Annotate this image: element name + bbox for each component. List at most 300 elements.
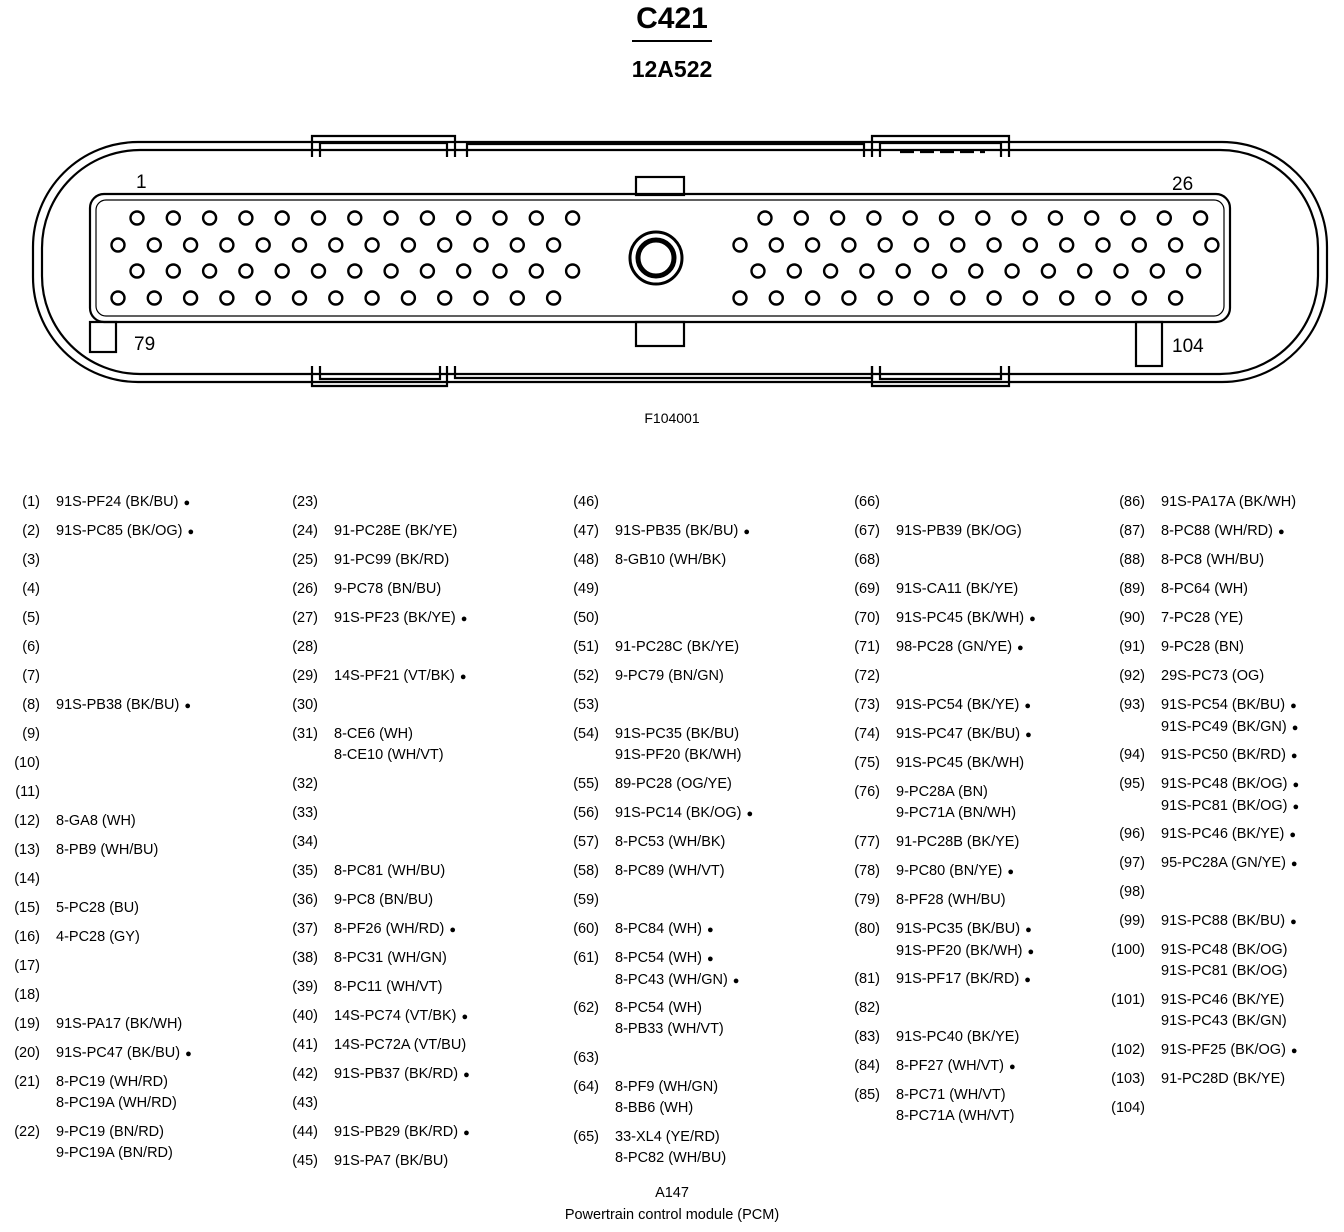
circuit-line xyxy=(896,941,1034,963)
pin-number: (97) xyxy=(1119,855,1145,871)
circuit-line xyxy=(56,1093,177,1114)
circuit-id: 91S-PC50 (BK/RD) xyxy=(1161,747,1286,763)
pin-row xyxy=(0,546,194,575)
pin-cavity xyxy=(1097,292,1110,305)
circuit-line xyxy=(896,890,1006,911)
pin-number: (38) xyxy=(292,950,318,966)
pin-number: (102) xyxy=(1111,1042,1145,1058)
pin-number: (16) xyxy=(14,929,40,945)
pin-cavity xyxy=(1122,212,1135,225)
circuit-id: 91S-PA7 (BK/BU) xyxy=(334,1153,449,1169)
circuit-line xyxy=(334,745,444,766)
pin-cavity xyxy=(184,239,197,252)
pin-row xyxy=(278,1060,470,1089)
circuit-line xyxy=(1161,1011,1287,1032)
pin-row xyxy=(1105,936,1299,986)
pin-cavity xyxy=(530,265,543,278)
pin-signals xyxy=(896,575,1018,600)
pin-signals xyxy=(56,1118,173,1164)
circuit-line xyxy=(896,782,1016,803)
pin-cavity xyxy=(1024,292,1037,305)
circuit-line xyxy=(615,550,726,571)
circuit-line xyxy=(896,969,1031,991)
pin-signals xyxy=(1161,575,1248,600)
pin-number: (99) xyxy=(1119,913,1145,929)
circuit-id: 8-PC88 (WH/RD) xyxy=(1161,523,1273,539)
circuit-id: 8-CE10 (WH/VT) xyxy=(334,747,444,763)
circuit-line xyxy=(1161,940,1288,961)
circuit-id: 8-PF27 (WH/VT) xyxy=(896,1058,1004,1074)
circuit-id: 14S-PC74 (VT/BK) xyxy=(334,1008,457,1024)
top-latch-right xyxy=(872,136,1009,157)
pin-number: (17) xyxy=(14,958,40,974)
pin-cavity xyxy=(257,292,270,305)
pin-row xyxy=(1105,633,1299,662)
pin-row xyxy=(278,1031,470,1060)
pin-cavity xyxy=(770,292,783,305)
circuit-line xyxy=(334,550,449,571)
circuit-line xyxy=(56,927,140,948)
circuit-id: 14S-PF21 (VT/BK) xyxy=(334,668,455,684)
circuit-id: 91-PC99 (BK/RD) xyxy=(334,552,450,568)
pin-number: (73) xyxy=(854,697,880,713)
circuit-id: 91S-CA11 (BK/YE) xyxy=(896,581,1019,597)
circuit-line xyxy=(1161,492,1296,513)
circuit-id: 91S-PB35 (BK/BU) xyxy=(615,523,739,539)
pin-row xyxy=(1105,1094,1299,1123)
pin-number: (101) xyxy=(1111,992,1145,1008)
pin-cavity xyxy=(276,212,289,225)
pin-number: (103) xyxy=(1111,1071,1145,1087)
pin-row xyxy=(0,1039,194,1068)
circuit-line xyxy=(56,1072,177,1093)
pin-signals xyxy=(1161,770,1299,818)
pin-number: (14) xyxy=(14,871,40,887)
circuit-line xyxy=(896,753,1024,774)
pin-number: (49) xyxy=(573,581,599,597)
circuit-id: 91S-PF23 (BK/YE) xyxy=(334,610,456,626)
circuit-id: 91-PC28C (BK/YE) xyxy=(615,639,740,655)
pin-cavity xyxy=(511,292,524,305)
circuit-line xyxy=(896,724,1032,746)
pin-number: (83) xyxy=(854,1029,880,1045)
pin-signals xyxy=(334,575,441,600)
pin-number: (68) xyxy=(854,552,880,568)
pin-number: (58) xyxy=(573,863,599,879)
shielded-dot-icon: ● xyxy=(460,613,468,625)
circuit-line xyxy=(1161,853,1298,875)
shielded-dot-icon: ● xyxy=(463,1069,470,1081)
pin-signals xyxy=(615,915,714,941)
shielded-dot-icon: ● xyxy=(1017,642,1024,654)
circuit-id: 8-PC64 (WH) xyxy=(1161,581,1249,597)
pin-signals xyxy=(615,828,725,853)
pin-number: (54) xyxy=(573,726,599,742)
pin-number: (6) xyxy=(22,639,40,655)
circuit-line xyxy=(334,977,443,998)
pin-number: (40) xyxy=(292,1008,318,1024)
pin-cavity xyxy=(842,292,855,305)
circuit-id: 8-GB10 (WH/BK) xyxy=(615,552,727,568)
pin-cavity xyxy=(112,292,125,305)
bottom-latch-center xyxy=(455,366,872,378)
pin-row xyxy=(278,1089,470,1118)
shielded-dot-icon: ● xyxy=(184,700,191,712)
pin-number: (8) xyxy=(22,697,40,713)
circuit-id: 14S-PC72A (VT/BU) xyxy=(334,1037,467,1053)
pin-cavity xyxy=(494,212,507,225)
shielded-dot-icon: ● xyxy=(743,526,750,538)
pin-cavity xyxy=(806,292,819,305)
circuit-line xyxy=(615,774,732,795)
circuit-id: 8-PF26 (WH/RD) xyxy=(334,921,445,937)
pin-cavity xyxy=(1097,239,1110,252)
circuit-line xyxy=(896,1056,1016,1078)
pin-number: (80) xyxy=(854,921,880,937)
circuit-line xyxy=(1161,961,1288,982)
circuit-line xyxy=(615,521,750,543)
pin-signals xyxy=(615,517,750,543)
circuit-line xyxy=(56,695,191,717)
pin-number: (71) xyxy=(854,639,880,655)
circuit-id: 91S-PC14 (BK/OG) xyxy=(615,805,742,821)
pin-signals xyxy=(1161,546,1264,571)
shielded-dot-icon: ● xyxy=(1290,1045,1298,1057)
circuit-line xyxy=(896,521,1022,542)
pin-signals xyxy=(896,828,1019,853)
pin-row xyxy=(278,944,470,973)
circuit-id: 9-PC28 (BN) xyxy=(1161,639,1244,655)
pin-signals xyxy=(896,749,1024,774)
circuit-id: 91S-PF17 (BK/RD) xyxy=(896,971,1020,987)
circuit-line xyxy=(615,745,742,766)
pin-number: (51) xyxy=(573,639,599,655)
pin-number: (104) xyxy=(1111,1100,1145,1116)
pin-signals xyxy=(334,1118,470,1144)
pin-number: (31) xyxy=(292,726,318,742)
pin-number: (72) xyxy=(854,668,880,684)
pin-row xyxy=(0,691,194,720)
circuit-id: 95-PC28A (GN/YE) xyxy=(1161,855,1286,871)
pin-row xyxy=(559,1123,753,1173)
shielded-dot-icon: ● xyxy=(1292,779,1300,791)
pin-number: (21) xyxy=(14,1074,40,1090)
pin-cavity xyxy=(167,212,180,225)
circuit-line xyxy=(1161,1069,1285,1090)
pin-cavity xyxy=(1006,265,1019,278)
pin-row xyxy=(278,517,470,546)
pin-cavity xyxy=(566,265,579,278)
circuit-id: 9-PC8 (BN/BU) xyxy=(334,892,434,908)
circuit-line xyxy=(56,1014,182,1035)
pin-cavity xyxy=(494,265,507,278)
pin-row xyxy=(840,886,1036,915)
pin-signals xyxy=(896,965,1031,991)
shielded-dot-icon: ● xyxy=(1029,613,1036,625)
pin-cavity xyxy=(1024,239,1037,252)
pin-row xyxy=(0,488,194,517)
pin-row xyxy=(559,799,753,828)
circuit-line xyxy=(334,919,456,941)
pin-signals xyxy=(56,1039,192,1065)
pin-number: (87) xyxy=(1119,523,1145,539)
circuit-id: 8-PC54 (WH) xyxy=(615,950,703,966)
pin-row xyxy=(559,1073,753,1123)
pin-cavity xyxy=(824,265,837,278)
circuit-id: 33-XL4 (YE/RD) xyxy=(615,1129,720,1145)
shielded-dot-icon: ● xyxy=(732,975,740,987)
pin-signals xyxy=(615,1073,718,1119)
pin-cavity xyxy=(933,265,946,278)
pin-number: (64) xyxy=(573,1079,599,1095)
pin-cavity xyxy=(976,212,989,225)
pin-signals xyxy=(896,633,1024,659)
pin-number: (46) xyxy=(573,494,599,510)
pin-cavity xyxy=(831,212,844,225)
circuit-line xyxy=(896,1106,1014,1127)
pin-cavity xyxy=(1078,265,1091,278)
circuit-line xyxy=(334,1122,470,1144)
pin-cavity xyxy=(402,292,415,305)
pin-row xyxy=(0,894,194,923)
circuit-id: 91S-PC81 (BK/OG) xyxy=(1161,963,1288,979)
shielded-dot-icon: ● xyxy=(463,1127,470,1139)
pin-cavity xyxy=(475,292,488,305)
pin-cavity xyxy=(879,239,892,252)
circuit-id: 9-PC71A (BN/WH) xyxy=(896,805,1017,821)
circuit-line xyxy=(56,840,158,861)
pin-signals xyxy=(56,488,190,514)
circuit-id: 7-PC28 (YE) xyxy=(1161,610,1244,626)
circuit-id: 91S-PF24 (BK/BU) xyxy=(56,494,179,510)
pin-row xyxy=(1105,662,1299,691)
pin-row xyxy=(840,1052,1036,1081)
pin-number: (98) xyxy=(1119,884,1145,900)
pin-row xyxy=(1105,770,1299,820)
shielded-dot-icon: ● xyxy=(1291,722,1299,734)
pin-cavity xyxy=(329,239,342,252)
pin-row xyxy=(0,633,194,662)
circuit-id: 8-PC8 (WH/BU) xyxy=(1161,552,1265,568)
pin-signals xyxy=(1161,820,1296,846)
pin-cavity xyxy=(112,239,125,252)
pin-row xyxy=(278,546,470,575)
circuit-id: 91S-PC45 (BK/WH) xyxy=(896,755,1025,771)
pin-cavity xyxy=(1194,212,1207,225)
top-key xyxy=(636,177,684,195)
pin-number: (10) xyxy=(14,755,40,771)
circuit-line xyxy=(56,1143,173,1164)
pin-row xyxy=(0,720,194,749)
pin-signals xyxy=(334,720,444,766)
circuit-id: 8-PC53 (WH/BK) xyxy=(615,834,726,850)
pin-signals xyxy=(896,1052,1016,1078)
pin-row xyxy=(559,633,753,662)
shielded-dot-icon: ● xyxy=(1277,526,1285,538)
left-corner-key xyxy=(90,322,116,352)
pin-row xyxy=(278,662,470,691)
pin-cavity xyxy=(366,239,379,252)
pin-signals xyxy=(334,973,443,998)
circuit-id: 5-PC28 (BU) xyxy=(56,900,139,916)
pin-signals xyxy=(334,1060,470,1086)
pin-cavity xyxy=(1060,292,1073,305)
pin-row xyxy=(1105,575,1299,604)
circuit-line xyxy=(896,695,1031,717)
pin-number: (91) xyxy=(1119,639,1145,655)
circuit-id: 91S-PB38 (BK/BU) xyxy=(56,697,180,713)
pin-cavity xyxy=(752,265,765,278)
pin-number: (44) xyxy=(292,1124,318,1140)
pin-cavity xyxy=(867,212,880,225)
pin-row xyxy=(0,749,194,778)
circuit-line xyxy=(334,608,467,630)
circuit-line xyxy=(896,579,1018,600)
pin-cavity xyxy=(759,212,772,225)
pin-cavity xyxy=(788,265,801,278)
pin-signals xyxy=(615,770,732,795)
shielded-dot-icon: ● xyxy=(187,526,195,538)
circuit-line xyxy=(615,861,725,882)
circuit-line xyxy=(56,492,190,514)
pin-cavity xyxy=(951,239,964,252)
pin-row xyxy=(1105,517,1299,546)
pin-cavity xyxy=(915,292,928,305)
pin-number: (45) xyxy=(292,1153,318,1169)
shielded-dot-icon: ● xyxy=(1024,974,1031,986)
circuit-id: 89-PC28 (OG/YE) xyxy=(615,776,732,792)
pin-number: (29) xyxy=(292,668,318,684)
pin-number: (84) xyxy=(854,1058,880,1074)
circuit-id: 8-PF28 (WH/BU) xyxy=(896,892,1006,908)
pin-label-79: 79 xyxy=(134,334,156,355)
pin-row xyxy=(559,604,753,633)
pin-row xyxy=(559,828,753,857)
pin-cavity xyxy=(1169,239,1182,252)
pin-number: (15) xyxy=(14,900,40,916)
circuit-id: 8-PC89 (WH/VT) xyxy=(615,863,725,879)
circuit-line xyxy=(615,970,739,992)
circuit-line xyxy=(615,948,739,970)
pin-number: (77) xyxy=(854,834,880,850)
pin-number: (25) xyxy=(292,552,318,568)
pin-row xyxy=(0,778,194,807)
pin-cavity xyxy=(167,265,180,278)
circuit-line xyxy=(615,1077,718,1098)
circuit-line xyxy=(615,637,739,658)
circuit-id: 8-PC54 (WH) xyxy=(615,1000,703,1016)
pin-signals xyxy=(56,517,194,543)
top-latch-left xyxy=(312,136,455,157)
circuit-id: 91S-PC40 (BK/YE) xyxy=(896,1029,1020,1045)
pin-signals xyxy=(1161,1065,1285,1090)
pin-row xyxy=(1105,878,1299,907)
circuit-line xyxy=(1161,579,1248,600)
pin-signals xyxy=(615,994,724,1040)
pin-number: (88) xyxy=(1119,552,1145,568)
circuit-id: 91-PC28B (BK/YE) xyxy=(896,834,1020,850)
pin-signals xyxy=(1161,1036,1298,1062)
pin-cavity xyxy=(940,212,953,225)
pin-row xyxy=(1105,546,1299,575)
circuit-line xyxy=(56,1043,192,1065)
pin-cavity xyxy=(988,292,1001,305)
circuit-line xyxy=(1161,911,1297,933)
pin-signals xyxy=(334,886,433,911)
pin-signals xyxy=(615,944,739,992)
pin-number: (30) xyxy=(292,697,318,713)
pin-row xyxy=(559,662,753,691)
circuit-id: 98-PC28 (GN/YE) xyxy=(896,639,1013,655)
circuit-line xyxy=(896,832,1019,853)
pin-number: (20) xyxy=(14,1045,40,1061)
pin-signals xyxy=(615,720,742,766)
pin-signals xyxy=(56,923,140,948)
pin-number: (60) xyxy=(573,921,599,937)
circuit-line xyxy=(1161,774,1299,796)
pin-row xyxy=(0,923,194,952)
pin-number: (56) xyxy=(573,805,599,821)
pin-cavity xyxy=(402,239,415,252)
pin-number: (70) xyxy=(854,610,880,626)
circuit-line xyxy=(615,1148,726,1169)
pin-cavity xyxy=(1049,212,1062,225)
circuit-line xyxy=(56,1122,173,1143)
pin-cavity xyxy=(148,239,161,252)
pin-signals xyxy=(334,1147,448,1172)
pin-signals xyxy=(334,1002,468,1028)
pin-cavity xyxy=(770,239,783,252)
pin-column-5 xyxy=(1105,488,1299,1123)
pin-row xyxy=(840,546,1036,575)
pin-cavity xyxy=(348,212,361,225)
shielded-dot-icon: ● xyxy=(459,671,467,683)
connector-inner-shell xyxy=(42,150,1318,374)
pin-cavity xyxy=(1151,265,1164,278)
pin-label-26: 26 xyxy=(1172,174,1194,195)
pin-row xyxy=(559,488,753,517)
shielded-dot-icon: ● xyxy=(1289,829,1296,841)
circuit-id: 91S-PC48 (BK/OG) xyxy=(1161,942,1288,958)
pin-cavity xyxy=(1205,239,1218,252)
pin-signals xyxy=(896,517,1022,542)
pin-cavity xyxy=(457,265,470,278)
pin-signals xyxy=(334,546,449,571)
pin-number: (32) xyxy=(292,776,318,792)
pin-cavity xyxy=(566,212,579,225)
pin-row xyxy=(559,857,753,886)
pin-number: (18) xyxy=(14,987,40,1003)
pin-number: (28) xyxy=(292,639,318,655)
circuit-id: 8-PC19A (WH/RD) xyxy=(56,1095,177,1111)
pin-cavity xyxy=(1060,239,1073,252)
pin-number: (65) xyxy=(573,1129,599,1145)
pin-cavity xyxy=(438,292,451,305)
pin-cavity xyxy=(969,265,982,278)
pin-signals xyxy=(615,857,725,882)
pin-row xyxy=(840,633,1036,662)
pin-number: (35) xyxy=(292,863,318,879)
circuit-id: 9-PC80 (BN/YE) xyxy=(896,863,1003,879)
pin-signals xyxy=(334,517,457,542)
pin-column-2 xyxy=(278,488,470,1176)
circuit-line xyxy=(1161,745,1298,767)
pin-row xyxy=(559,720,753,770)
pin-row xyxy=(840,1081,1036,1131)
pin-cavity xyxy=(511,239,524,252)
pin-signals xyxy=(615,799,753,825)
figure-id: F104001 xyxy=(644,410,700,426)
